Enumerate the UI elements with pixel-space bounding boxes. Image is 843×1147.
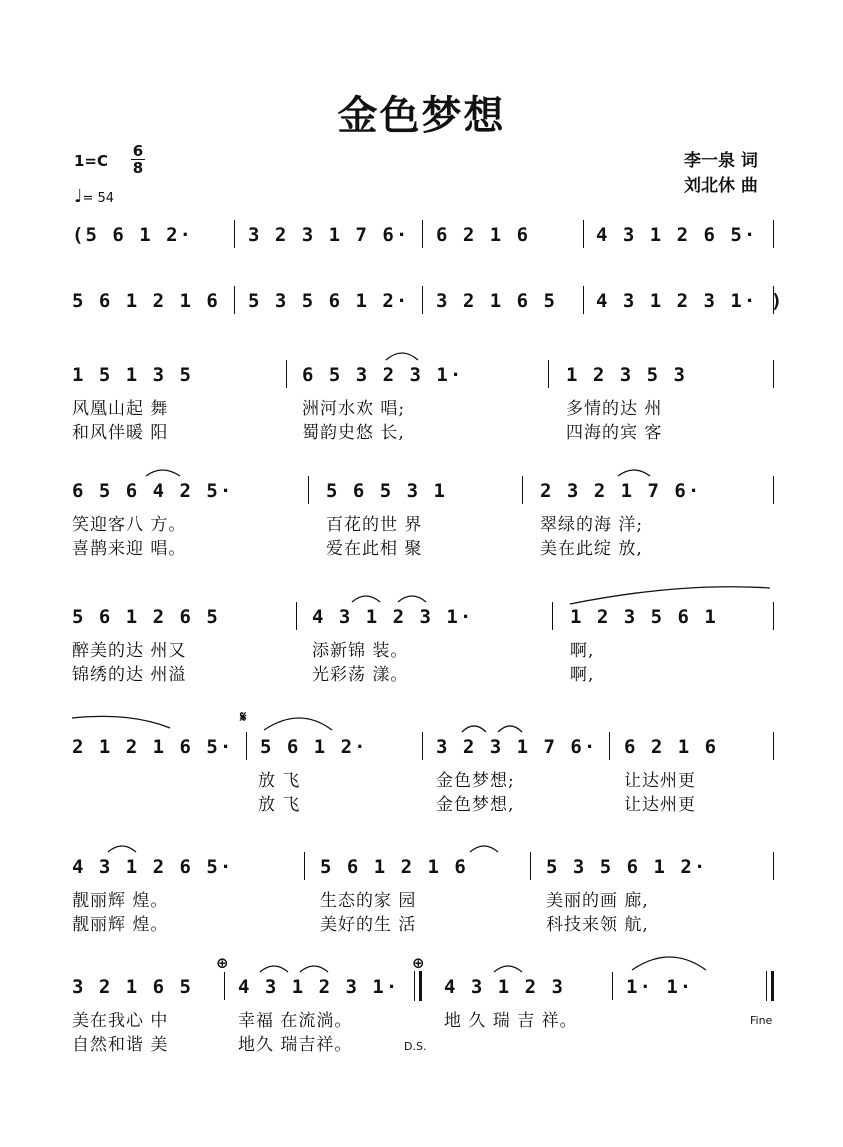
segno-sign: 𝄋: [240, 708, 247, 726]
measure: 5 6 5 3 1: [326, 480, 447, 502]
lyric-verse-1: 添新锦 装。: [312, 641, 409, 661]
measure: 5 6 1 2 1 6: [72, 290, 220, 312]
measure: 2 1 2 1 6 5·: [72, 736, 234, 758]
measure: 3 2 1 6 5: [436, 290, 557, 312]
lyric-verse-2: 光彩荡 漾。: [312, 665, 409, 685]
lyric-verse-2: 让达州更: [624, 795, 696, 815]
ds-marking: D.S.: [404, 1040, 427, 1053]
lyric-verse-2: 爱在此相 聚: [326, 539, 423, 559]
lyric-verse-1: 洲河水欢 唱;: [302, 399, 406, 419]
tempo-value: = 54: [82, 191, 115, 206]
lyric-verse-2: 放 飞: [258, 795, 301, 815]
slur: [618, 470, 650, 476]
measure: 4 3 1 2 6 5·: [72, 856, 234, 878]
measure: 4 3 1 2 6 5·: [596, 224, 758, 246]
lyric-verse-1: 多情的达 州: [566, 399, 663, 419]
slur: [498, 726, 522, 732]
measure: 1· 1·: [626, 976, 694, 998]
lyric-verse-1: 地 久 瑞 吉 祥。: [444, 1011, 578, 1031]
lyric-verse-1: 幸福 在流淌。: [238, 1011, 353, 1031]
measure: 5 6 1 2 6 5: [72, 606, 220, 628]
key-signature: 1=C: [74, 152, 109, 170]
slur: [264, 718, 332, 730]
slur: [570, 587, 770, 604]
lyric-verse-1: 靓丽辉 煌。: [72, 891, 169, 911]
time-bottom: 8: [132, 159, 144, 177]
measure: 4 3 1 2 3 1· ): [596, 290, 785, 312]
measure: 6 5 3 2 3 1·: [302, 364, 464, 386]
measure: 6 5 6 4 2 5·: [72, 480, 234, 502]
slur: [462, 726, 486, 732]
lyric-verse-2: 蜀韵史悠 长,: [302, 423, 405, 443]
slur: [494, 966, 522, 972]
lyric-verse-1: 放 飞: [258, 771, 301, 791]
lyric-verse-1: 百花的世 界: [326, 515, 423, 535]
slur: [470, 846, 498, 852]
fine-marking: Fine: [750, 1014, 773, 1027]
lyric-verse-1: 美在我心 中: [72, 1011, 169, 1031]
lyric-verse-1: 风凰山起 舞: [72, 399, 169, 419]
measure: 1 2 3 5 6 1: [570, 606, 718, 628]
measure: 3 2 3 1 7 6·: [436, 736, 598, 758]
lyric-verse-2: 地久 瑞吉祥。: [238, 1035, 353, 1055]
slur: [352, 596, 380, 602]
measure: 4 3 1 2 3 1·: [238, 976, 400, 998]
measure: (5 6 1 2·: [72, 224, 193, 246]
measure: 6 2 1 6: [436, 224, 531, 246]
composer-credit: 刘北休 曲: [684, 176, 758, 196]
lyric-verse-2: 靓丽辉 煌。: [72, 915, 169, 935]
slur: [72, 716, 170, 728]
slur: [260, 966, 288, 972]
slur: [398, 596, 426, 602]
measure: 5 6 1 2·: [260, 736, 368, 758]
lyric-verse-2: 科技来领 航,: [546, 915, 649, 935]
lyric-verse-2: 美好的生 活: [320, 915, 417, 935]
lyricist-credit: 李一泉 词: [684, 151, 758, 171]
coda-sign: ⊕: [216, 954, 229, 972]
measure: 1 2 3 5 3: [566, 364, 687, 386]
measure: 6 2 1 6: [624, 736, 719, 758]
time-top: 6: [132, 142, 144, 160]
coda-sign: ⊕: [412, 954, 425, 972]
lyric-verse-2: 啊,: [570, 665, 595, 685]
lyric-verse-2: 自然和谐 美: [72, 1035, 169, 1055]
lyric-verse-1: 美丽的画 廊,: [546, 891, 649, 911]
measure: 3 2 1 6 5: [72, 976, 193, 998]
lyric-verse-2: 四海的宾 客: [566, 423, 663, 443]
lyric-verse-2: 金色梦想,: [436, 795, 515, 815]
lyric-verse-1: 生态的家 园: [320, 891, 417, 911]
lyric-verse-2: 和风伴暖 阳: [72, 423, 169, 443]
lyric-verse-1: 醉美的达 州又: [72, 641, 187, 661]
lyric-verse-2: 美在此绽 放,: [540, 539, 643, 559]
lyric-verse-2: 喜鹊来迎 唱。: [72, 539, 187, 559]
quarter-note-icon: ♩: [74, 186, 83, 207]
lyric-verse-1: 翠绿的海 洋;: [540, 515, 644, 535]
measure: 5 3 5 6 1 2·: [248, 290, 410, 312]
measure: 5 6 1 2 1 6: [320, 856, 468, 878]
slur: [108, 846, 136, 852]
lyric-verse-1: 啊,: [570, 641, 595, 661]
lyric-verse-1: 金色梦想;: [436, 771, 515, 791]
measure: 4 3 1 2 3 1·: [312, 606, 474, 628]
measure: 5 3 5 6 1 2·: [546, 856, 708, 878]
measure: 1 5 1 3 5: [72, 364, 193, 386]
slur: [146, 470, 180, 476]
slur: [386, 353, 418, 360]
lyric-verse-1: 让达州更: [624, 771, 696, 791]
measure: 2 3 2 1 7 6·: [540, 480, 702, 502]
song-title: 金色梦想: [337, 93, 506, 139]
measure: 4 3 1 2 3: [444, 976, 565, 998]
lyric-verse-1: 笑迎客八 方。: [72, 515, 187, 535]
lyric-verse-2: 锦绣的达 州溢: [72, 665, 187, 685]
slur: [300, 966, 328, 972]
slur: [632, 957, 706, 970]
measure: 3 2 3 1 7 6·: [248, 224, 410, 246]
